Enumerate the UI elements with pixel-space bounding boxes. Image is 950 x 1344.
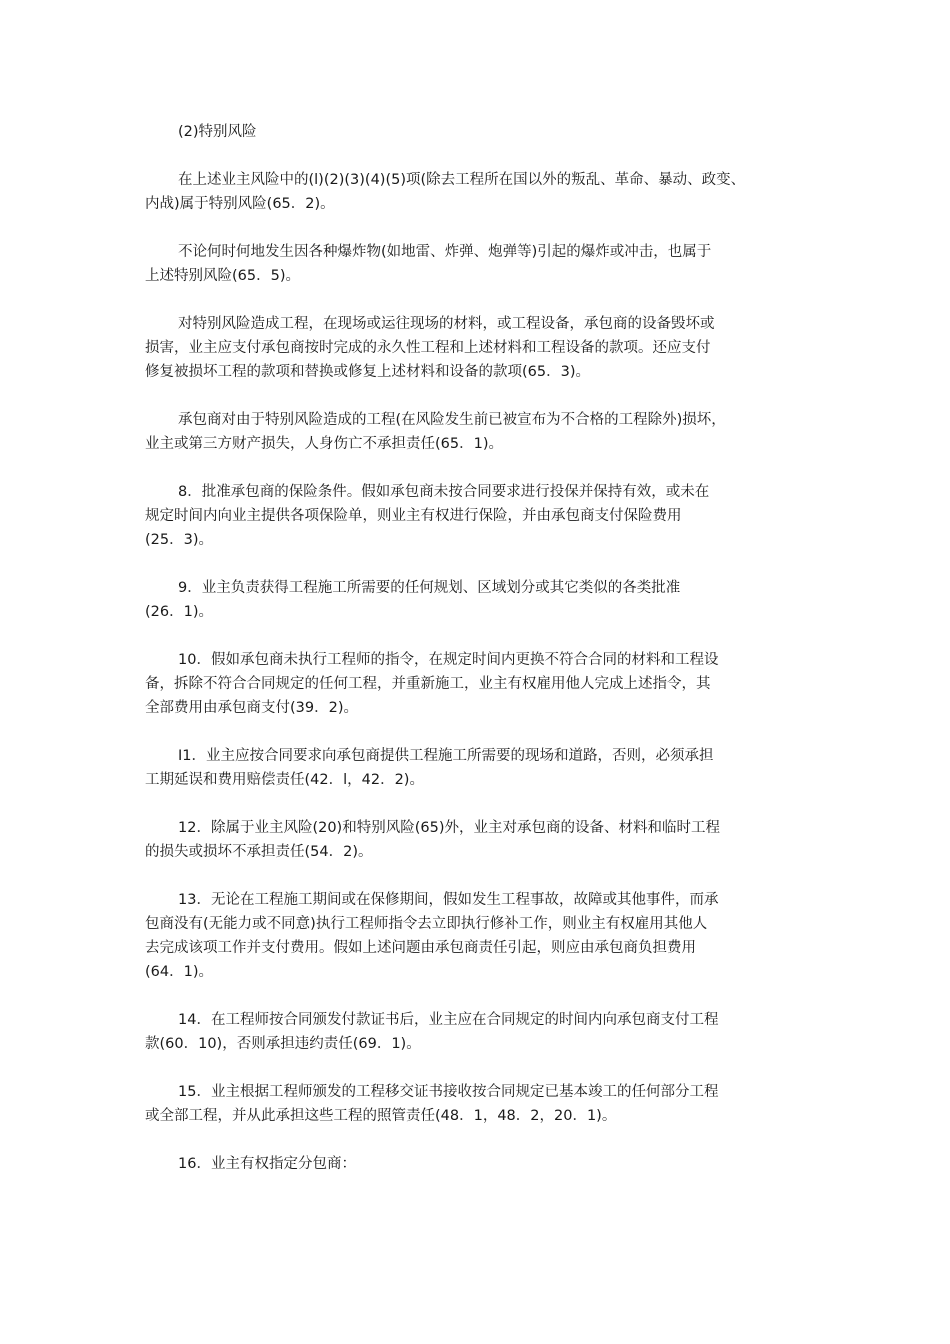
paragraph-line: 在上述业主风险中的(l)(2)(3)(4)(5)项(除去工程所在国以外的叛乱、革命、暴动、政变、 [178, 172, 746, 188]
paragraph [145, 576, 810, 624]
paragraph-line: 12．除属于业主风险(20)和特别风险(65)外，业主对承包商的设备、材料和临时工程 [178, 820, 720, 836]
paragraph-line: 全部费用由承包商支付(39．2)。 [145, 700, 358, 716]
paragraph [145, 120, 810, 144]
paragraph-line: 或全部工程，并从此承担这些工程的照管责任(48．1，48．2，20．1)。 [145, 1108, 617, 1124]
paragraph-line: 16．业主有权指定分包商： [178, 1156, 356, 1172]
paragraph-line: (2)特别风险 [178, 124, 257, 140]
paragraph-line: 承包商对由于特别风险造成的工程(在风险发生前已被宣布为不合格的工程除外)损坏， [178, 412, 726, 428]
paragraph-line: 不论何时何地发生因各种爆炸物(如地雷、炸弹、炮弹等)引起的爆炸或冲击，也属于 [178, 244, 712, 260]
paragraph [145, 744, 810, 792]
paragraph-line: 8．批准承包商的保险条件。假如承包商未按合同要求进行投保并保持有效，或未在 [178, 484, 710, 500]
paragraph-line: 修复被损坏工程的款项和替换或修复上述材料和设备的款项(65．3)。 [145, 364, 590, 380]
paragraph-line: 10．假如承包商未执行工程师的指令，在规定时间内更换不符合合同的材料和工程设 [178, 652, 719, 668]
paragraph [145, 480, 810, 552]
paragraph-line: 的损失或损坏不承担责任(54．2)。 [145, 844, 373, 860]
paragraph-line: 9．业主负责获得工程施工所需要的任何规划、区域划分或其它类似的各类批准 [178, 580, 681, 596]
paragraph [145, 240, 810, 288]
paragraph-line: 对特别风险造成工程，在现场或运往现场的材料，或工程设备，承包商的设备毁坏或 [178, 316, 715, 332]
paragraph-line: 业主或第三方财产损失，人身伤亡不承担责任(65．1)。 [145, 436, 503, 452]
paragraph [145, 648, 810, 720]
paragraph-line: (64．1)。 [145, 964, 213, 980]
paragraph [145, 408, 810, 456]
document-body [145, 120, 810, 1200]
paragraph [145, 1152, 810, 1176]
paragraph-line: 规定时间内向业主提供各项保险单，则业主有权进行保险，并由承包商支付保险费用 [145, 508, 682, 524]
paragraph-line: 损害，业主应支付承包商按时完成的永久性工程和上述材料和工程设备的款项。还应支付 [145, 340, 711, 356]
paragraph-line: 内战)属于特别风险(65．2)。 [145, 196, 335, 212]
paragraph [145, 816, 810, 864]
paragraph-line: 14．在工程师按合同颁发付款证书后，业主应在合同规定的时间内向承包商支付工程 [178, 1012, 719, 1028]
paragraph-line: 包商没有(无能力或不同意)执行工程师指令去立即执行修补工作，则业主有权雇用其他人 [145, 916, 708, 932]
paragraph [145, 1008, 810, 1056]
paragraph [145, 1080, 810, 1128]
paragraph [145, 888, 810, 984]
paragraph-line: 备，拆除不符合合同规定的任何工程，并重新施工，业主有权雇用他人完成上述指令，其 [145, 676, 711, 692]
paragraph-line: 去完成该项工作并支付费用。假如上述问题由承包商责任引起，则应由承包商负担费用 [145, 940, 696, 956]
paragraph [145, 168, 810, 216]
paragraph-line: I1．业主应按合同要求向承包商提供工程施工所需要的现场和道路，否则，必须承担 [178, 748, 714, 764]
paragraph-line: 工期延误和费用赔偿责任(42．l，42．2)。 [145, 772, 424, 788]
paragraph-line: 15．业主根据工程师颁发的工程移交证书接收按合同规定已基本竣工的任何部分工程 [178, 1084, 719, 1100]
paragraph-line: (26．1)。 [145, 604, 213, 620]
paragraph-line: (25．3)。 [145, 532, 213, 548]
paragraph-line: 款(60．10)，否则承担违约责任(69．1)。 [145, 1036, 421, 1052]
paragraph-line: 上述特别风险(65．5)。 [145, 268, 300, 284]
paragraph [145, 312, 810, 384]
paragraph-line: 13．无论在工程施工期间或在保修期间，假如发生工程事故，故障或其他事件，而承 [178, 892, 719, 908]
